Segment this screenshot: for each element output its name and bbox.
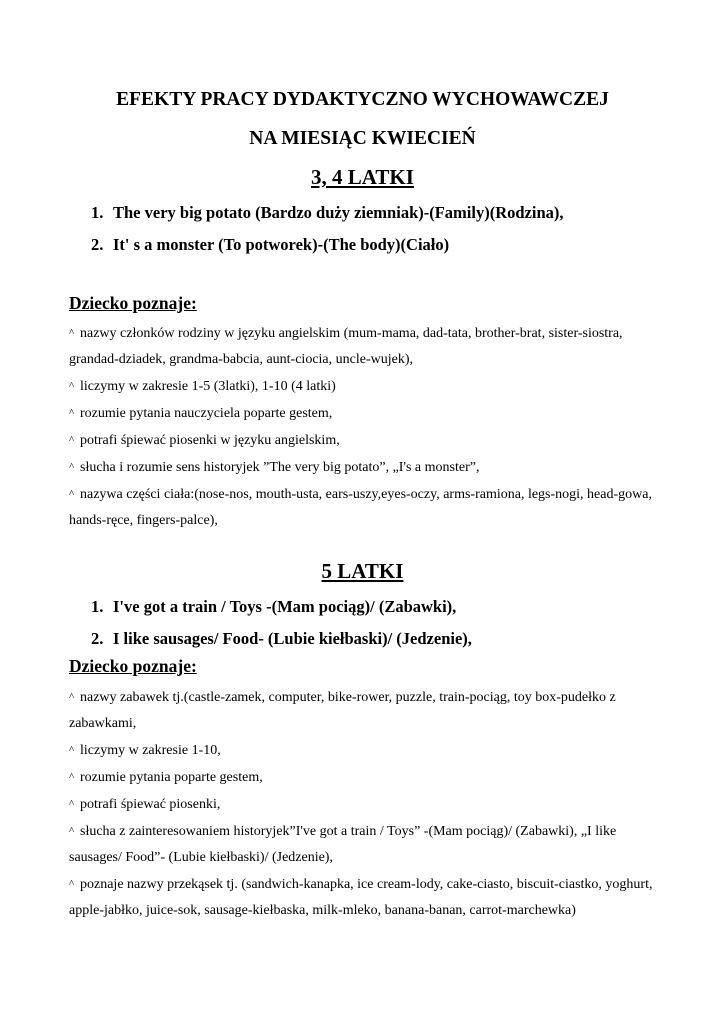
skill-text: liczymy w zakresie 1-5 (3latki), 1-10 (4 latki) (80, 379, 336, 394)
skill-text: nazywa części ciała:(nose-nos, mouth-usta, ears-uszy,eyes-oczy, arms-ramiona, legs-nogi, head-gowa, hands-ręce, fingers-palce), (69, 487, 652, 528)
skill-text: nazwy członków rodziny w języku angielskim (mum-mama, dad-tata, brother-brat, sister-siostra, grandad-dziadek, grandma-babcia, aunt-ciocia, uncle-wujek), (69, 326, 623, 367)
triangle-caret-icon: ^ (69, 744, 75, 756)
triangle-caret-icon: ^ (69, 798, 75, 810)
skill-text: rozumie pytania nauczyciela poparte gestem, (80, 406, 333, 421)
topics-list-5-latki (91, 597, 472, 661)
skill-text: liczymy w zakresie 1-10, (80, 743, 221, 758)
topic-item (91, 235, 564, 267)
triangle-caret-icon: ^ (69, 461, 75, 473)
topic-item (91, 203, 564, 235)
skill-item (69, 818, 661, 871)
triangle-caret-icon: ^ (69, 327, 75, 339)
topic-text: I've got a train / Toys -(Mam pociąg)/ (Zabawki), (113, 597, 457, 616)
topic-number: 2. (91, 629, 104, 648)
topic-text: The very big potato (Bardzo duży ziemniak)-(Family)(Rodzina), (113, 203, 564, 222)
skill-item (69, 373, 661, 400)
topic-number: 2. (91, 235, 104, 254)
skill-item (69, 427, 661, 454)
skill-text: poznaje nazwy przekąsek tj. (sandwich-kanapka, ice cream-lody, cake-ciasto, biscuit-ciastko, yoghurt, apple-jabłko, juice-sok, sausage-kiełbaska, milk-mleko, banana-banan, carrot-marchewka) (69, 877, 653, 918)
triangle-caret-icon: ^ (69, 407, 75, 419)
skill-item (69, 764, 661, 791)
skill-text: słucha z zainteresowaniem historyjek”I've got a train / Toys” -(Mam pociąg)/ (Zabawki), „I like sausages/ Food”- (Lubie kiełbaski)/ (Jedzenie), (69, 824, 617, 865)
skill-text: potrafi śpiewać piosenki w języku angielskim, (80, 433, 340, 448)
section-heading-5-latki: 5 LATKI (321, 559, 404, 583)
topic-number: 1. (91, 203, 104, 222)
triangle-caret-icon: ^ (69, 488, 75, 500)
child-knows-heading: Dziecko poznaje: (69, 293, 197, 313)
document-subtitle: NA MIESIĄC KWIECIEŃ (249, 128, 476, 149)
skill-item (69, 791, 661, 818)
skill-item (69, 400, 661, 427)
skill-text: słucha i rozumie sens historyjek ”The very big potato”, „I's a monster”, (80, 460, 480, 475)
topic-text: I like sausages/ Food- (Lubie kiełbaski)/ (Jedzenie), (113, 629, 472, 648)
skills-list-3-4-latki (69, 320, 661, 534)
triangle-caret-icon: ^ (69, 691, 75, 703)
triangle-caret-icon: ^ (69, 380, 75, 392)
topic-item (91, 597, 472, 629)
skill-item (69, 684, 661, 737)
topics-list-3-4-latki (91, 203, 564, 267)
skills-list-5-latki (69, 684, 661, 924)
skill-text: rozumie pytania poparte gestem, (80, 770, 263, 785)
topic-text: It' s a monster (To potworek)-(The body)(Ciało) (113, 235, 450, 254)
skill-item (69, 481, 661, 534)
skill-text: nazwy zabawek tj.(castle-zamek, computer, bike-rower, puzzle, train-pociąg, toy box-pudełko z zabawkami, (69, 690, 616, 731)
skill-text: potrafi śpiewać piosenki, (80, 797, 221, 812)
skill-item (69, 871, 661, 924)
triangle-caret-icon: ^ (69, 434, 75, 446)
skill-item (69, 320, 661, 373)
skill-item (69, 454, 661, 481)
triangle-caret-icon: ^ (69, 771, 75, 783)
triangle-caret-icon: ^ (69, 825, 75, 837)
triangle-caret-icon: ^ (69, 878, 75, 890)
child-knows-heading: Dziecko poznaje: (69, 656, 197, 676)
topic-number: 1. (91, 597, 104, 616)
document-title: EFEKTY PRACY DYDAKTYCZNO WYCHOWAWCZEJ (116, 89, 609, 110)
section-heading-3-4-latki: 3, 4 LATKI (311, 165, 414, 189)
skill-item (69, 737, 661, 764)
